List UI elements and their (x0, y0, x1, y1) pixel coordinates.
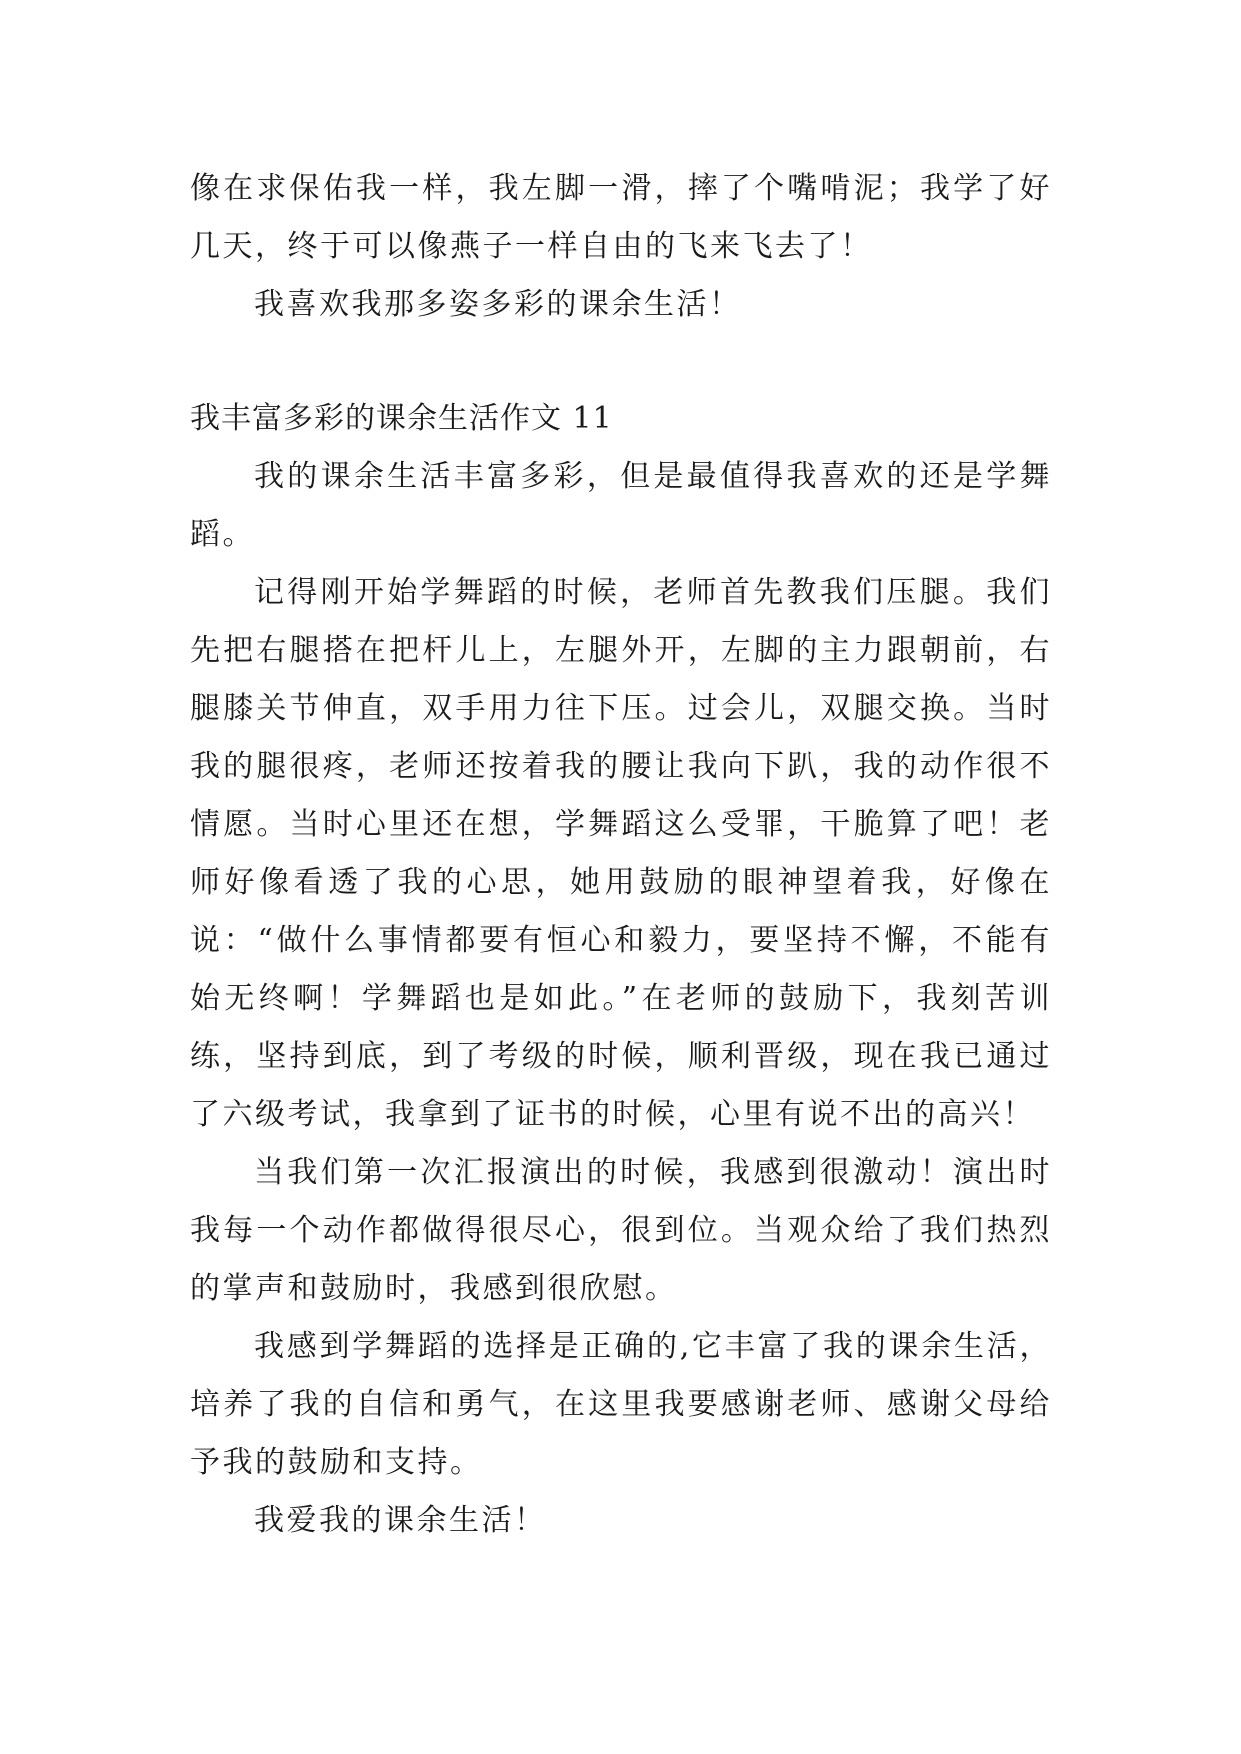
paragraph-performance: 当我们第一次汇报演出的时候，我感到很激动！演出时我每一个动作都做得很尽心，很到位。当观众给了我们热烈的掌声和鼓励时，我感到很欣慰。 (190, 1155, 1052, 1306)
paragraph-reflection: 我感到学舞蹈的选择是正确的,它丰富了我的课余生活，培养了我的自信和勇气，在这里我要感谢老师、感谢父母给予我的鼓励和支持。 (190, 1329, 1052, 1480)
carryover-paragraph: 像在求保佑我一样，我左脚一滑，摔了个嘴啃泥；我学了好几天，终于可以像燕子一样自由的飞来飞去了！ (190, 171, 1052, 264)
section-title: 我丰富多彩的课余生活作文 11 (190, 401, 613, 436)
paragraph-memory: 记得刚开始学舞蹈的时候，老师首先教我们压腿。我们先把右腿搭在把杆儿上，左腿外开，左脚的主力跟朝前，右腿膝关节伸直，双手用力往下压。过会儿，双腿交换。当时我的腿很疼，老师还按着我的腰让我向下趴，我的动作很不情愿。当时心里还在想，学舞蹈这么受罪，干脆算了吧！老师好像看透了我的心思，她用鼓励的眼神望着我，好像在说：“做什么事情都要有恒心和毅力，要坚持不懈，不能有始无终啊！学舞蹈也是如此。”在老师的鼓励下，我刻苦训练，坚持到底，到了考级的时候，顺利晋级，现在我已通过了六级考试，我拿到了证书的时候，心里有说不出的高兴！ (190, 575, 1052, 1132)
document-body (190, 160, 1052, 1550)
paragraph-intro: 我的课余生活丰富多彩，但是最值得我喜欢的还是学舞蹈。 (190, 459, 1052, 552)
paragraph-closing: 我爱我的课余生活！ (254, 1503, 547, 1538)
closing-line: 我喜欢我那多姿多彩的课余生活！ (254, 287, 742, 322)
section-gap (190, 334, 1052, 390)
